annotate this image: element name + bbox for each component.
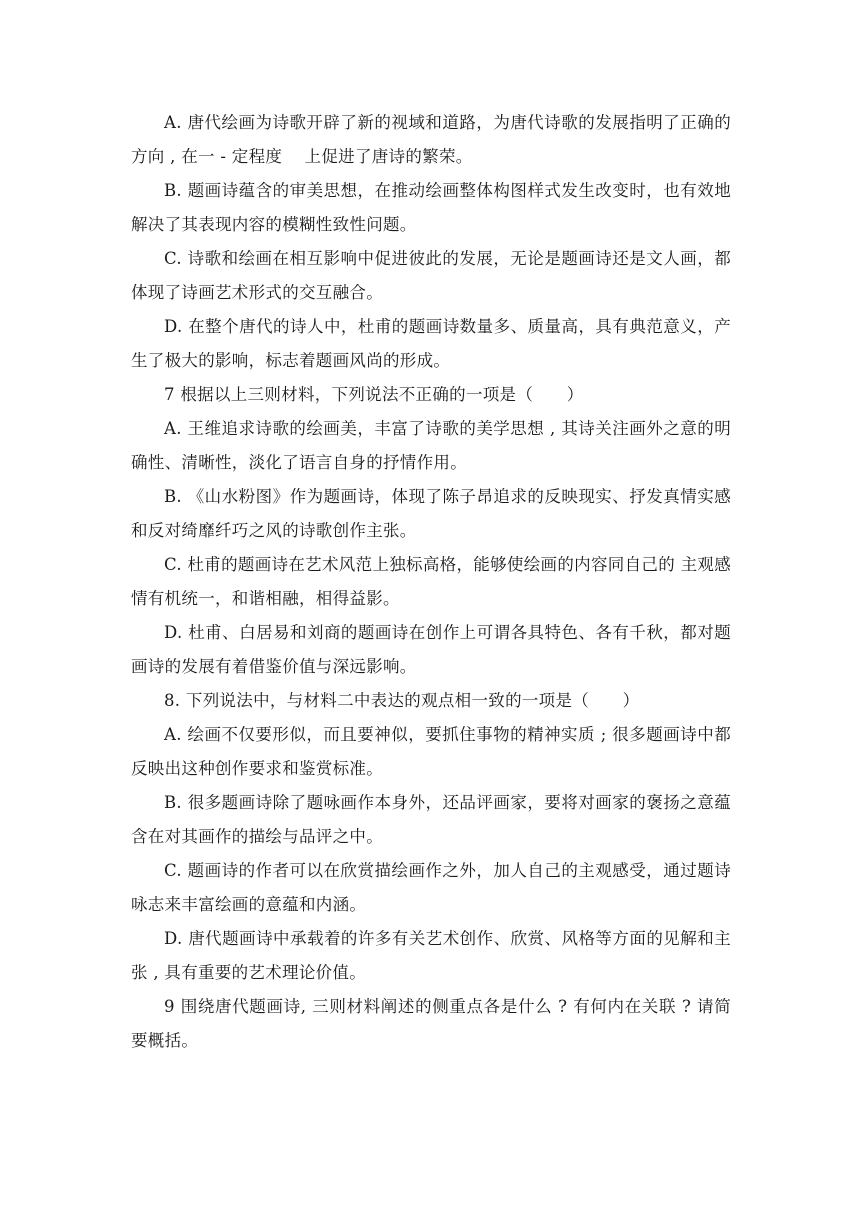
q7-option-a: A. 王维追求诗歌的绘画美，丰富了诗歌的美学思想 , 其诗关注画外之意的明确性、清晰性，淡化了语言自身的抒情作用。 [131, 419, 731, 472]
q8-option-d: D. 唐代题画诗中承载着的许多有关艺术创作、欣赏、风格等方面的见解和主张 , 具有重要的艺术理论价值。 [131, 929, 731, 982]
document-page [131, 106, 731, 1058]
question-9: 9 围绕唐代题画诗, 三则材料阐述的侧重点各是什么 ? 有何内在关联 ? 请简要概括。 [131, 997, 731, 1050]
q8-option-b: B. 很多题画诗除了题咏画作本身外，还品评画家，要将对画家的褒扬之意蕴含在对其画作的描绘与品评之中。 [131, 793, 731, 846]
q6-option-d: D. 在整个唐代的诗人中，杜甫的题画诗数量多、质量高，具有典范意义，产生了极大的影响，标志着题画风尚的形成。 [131, 317, 731, 370]
q6-option-a: A. 唐代绘画为诗歌开辟了新的视域和道路，为唐代诗歌的发展指明了正确的方向 , 在一 - 定程度 上促进了唐诗的繁荣。 [131, 113, 731, 166]
q7-option-b: B. 《山水粉图》作为题画诗，体现了陈子昂追求的反映现实、抒发真情实感和反对绮靡纤巧之风的诗歌创作主张。 [131, 487, 731, 540]
question-7: 7 根据以上三则材料，下列说法不正确的一项是（ ） [164, 385, 584, 404]
q7-option-c: C. 杜甫的题画诗在艺术风范上独标高格，能够使绘画的内容同自己的 主观感情有机统一，和谐相融，相得益影。 [131, 555, 731, 608]
q6-option-c: C. 诗歌和绘画在相互影响中促进彼此的发展，无论是题画诗还是文人画，都体现了诗画艺术形式的交互融合。 [131, 249, 731, 302]
q8-option-a: A. 绘画不仅要形似，而且要神似，要抓住事物的精神实质 ; 很多题画诗中都反映出这种创作要求和鉴赏标准。 [131, 725, 731, 778]
q8-option-c: C. 题画诗的作者可以在欣赏描绘画作之外，加人自己的主观感受，通过题诗咏志来丰富绘画的意蕴和内涵。 [131, 861, 731, 914]
q6-option-b: B. 题画诗蕴含的审美思想，在推动绘画整体构图样式发生改变时，也有效地解决了其表现内容的模糊性致性问题。 [131, 181, 731, 234]
question-8: 8. 下列说法中，与材料二中表达的观点相一致的一项是（ ） [164, 691, 640, 710]
q7-option-d: D. 杜甫、白居易和刘商的题画诗在创作上可谓各具特色、各有千秋，都对题画诗的发展有着借鉴价值与深远影响。 [131, 623, 731, 676]
